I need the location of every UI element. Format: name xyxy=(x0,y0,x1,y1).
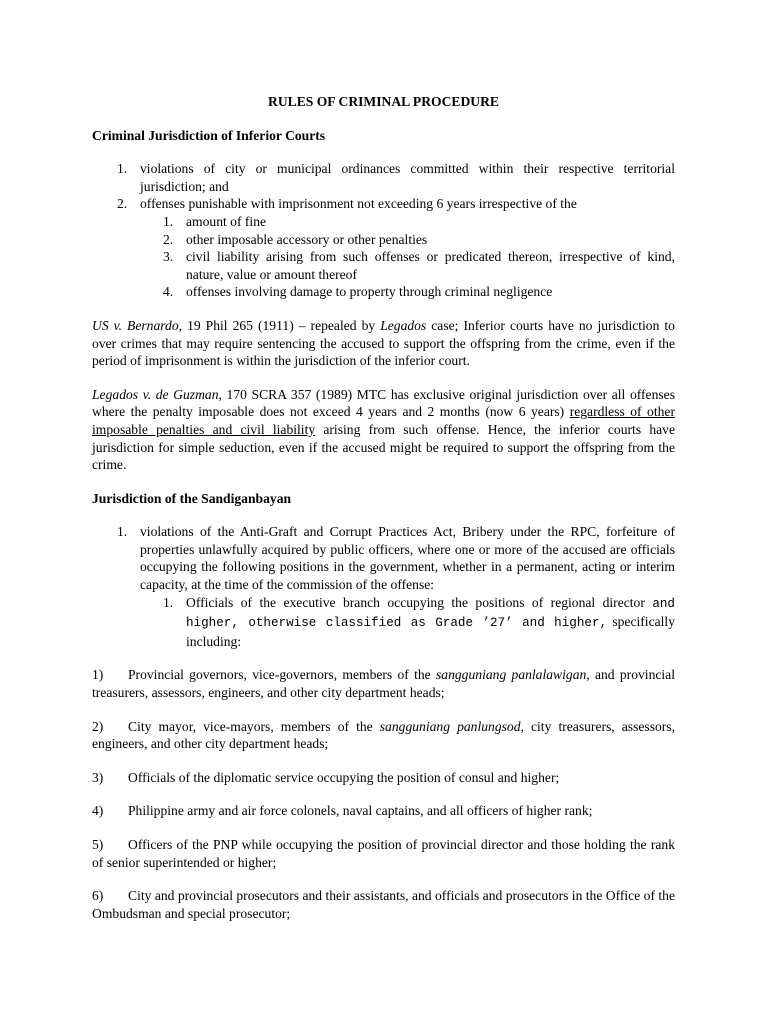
list-item xyxy=(92,523,675,650)
position-number: 6) xyxy=(92,888,104,904)
list-number: 2. xyxy=(117,196,128,212)
sub-list-text-part: specifically including: xyxy=(186,614,675,649)
position-number: 3) xyxy=(92,769,104,785)
position-text: , and provincial treasurers, assessors, engineers, and other city department heads; xyxy=(92,667,675,701)
case-citation: , 170 SCRA 357 (1989) MTC has exclusive original jurisdiction over all offenses where the penalty imposable does not exceed 4 years and 2 months (now 6 years) xyxy=(92,386,675,420)
position-paragraph xyxy=(92,718,675,753)
section-heading-inferior-courts: Criminal Jurisdiction of Inferior Courts xyxy=(92,127,326,143)
position-text: Officers of the PNP while occupying the position of provincial director and those holding the rank of senior superintended or higher; xyxy=(92,837,675,870)
underlined-text: regardless of other imposable penalties and civil liability xyxy=(92,404,675,437)
list-item-text: violations of the Anti-Graft and Corrupt Practices Act, Bribery under the RPC, forfeiture of properties unlawfully acquired by public officers, where one or more of the accused are officials occupying the following positions in the government, whether in a permanent, acting or interim capacity, at the time of the commission of the offense: xyxy=(140,524,675,593)
case-text: arising from such offense. Hence, the inferior courts have jurisdiction for simple seduction, even if the accused might be required to support the offspring from the crime. xyxy=(92,421,675,473)
sub-list-item xyxy=(140,283,675,301)
sub-list-item-text: other imposable accessory or other penalties xyxy=(186,231,428,247)
sub-list-item xyxy=(140,213,675,231)
case-name: US v. Bernardo xyxy=(92,317,179,333)
position-text: City mayor, vice-mayors, members of the xyxy=(128,718,380,734)
case-paragraph-us-v-bernardo xyxy=(92,317,675,370)
sub-list xyxy=(140,213,675,301)
list-number: 1. xyxy=(117,161,128,177)
position-paragraph xyxy=(92,887,675,922)
sub-list-number: 1. xyxy=(163,594,174,610)
sub-list-item-text: civil liability arising from such offenses or predicated thereon, irrespective of kind, nature, value or amount thereof xyxy=(186,249,675,282)
position-number: 1) xyxy=(92,667,104,683)
position-paragraph xyxy=(92,836,675,871)
list-item-text: violations of city or municipal ordinances committed within their respective territorial jurisdiction; and xyxy=(140,161,675,194)
case-paragraph-legados-v-de-guzman xyxy=(92,386,675,474)
sub-list xyxy=(140,594,675,651)
position-paragraph xyxy=(92,802,675,820)
sub-list-number: 1. xyxy=(163,213,174,229)
inferior-courts-list xyxy=(92,160,675,301)
sub-list-item-text xyxy=(186,594,675,651)
sub-list-text-part: Officials of the executive branch occupying the positions of regional director xyxy=(186,594,645,610)
sub-list-item xyxy=(140,248,675,283)
position-number: 5) xyxy=(92,837,104,852)
position-paragraph xyxy=(92,666,675,701)
sub-list-number: 2. xyxy=(163,231,174,247)
list-number: 1. xyxy=(117,524,128,540)
sub-list-item-text: offenses involving damage to property through criminal negligence xyxy=(186,284,553,300)
position-text: , city treasurers, assessors, engineers, and other city department heads; xyxy=(92,718,675,752)
position-text: Philippine army and air force colonels, naval captains, and all officers of higher rank; xyxy=(128,803,593,819)
section-heading-sandiganbayan: Jurisdiction of the Sandiganbayan xyxy=(92,490,292,506)
case-citation: , 19 Phil 265 (1911) – repealed by xyxy=(178,317,381,333)
sub-list-item xyxy=(140,594,675,651)
document-body xyxy=(92,93,675,938)
sub-list-text-part: and higher, otherwise classified as Grade ’27’ and higher, xyxy=(186,596,675,631)
case-reference: Legados xyxy=(380,317,427,333)
position-text: City and provincial prosecutors and their assistants, and officials and prosecutors in the Office of the Ombudsman and special prosecutor; xyxy=(92,888,675,921)
position-paragraph xyxy=(92,769,675,787)
document-title: RULES OF CRIMINAL PROCEDURE xyxy=(268,94,499,109)
list-item-text: offenses punishable with imprisonment not exceeding 6 years irrespective of the xyxy=(140,196,577,212)
position-text: Officials of the diplomatic service occupying the position of consul and higher; xyxy=(128,769,560,785)
position-emphasis: sangguniang panlungsod xyxy=(379,718,521,734)
case-name: Legados v. de Guzman xyxy=(92,386,219,402)
list-item xyxy=(92,160,675,195)
position-text: Provincial governors, vice-governors, members of the xyxy=(128,667,436,683)
position-number: 4) xyxy=(92,803,104,819)
list-item xyxy=(92,195,675,301)
sub-list-number: 3. xyxy=(163,249,174,265)
sub-list-item-text: amount of fine xyxy=(186,213,267,229)
position-number: 2) xyxy=(92,718,104,734)
sub-list-item xyxy=(140,231,675,249)
sandiganbayan-list xyxy=(92,523,675,650)
sub-list-number: 4. xyxy=(163,284,174,300)
position-emphasis: sangguniang panlalawigan xyxy=(436,667,587,683)
case-text: case; Inferior courts have no jurisdiction to over crimes that may require sentencing the accused to support the offspring from the crime, even if the period of imprisonment is within the jurisdiction of the inferior court. xyxy=(92,317,675,369)
